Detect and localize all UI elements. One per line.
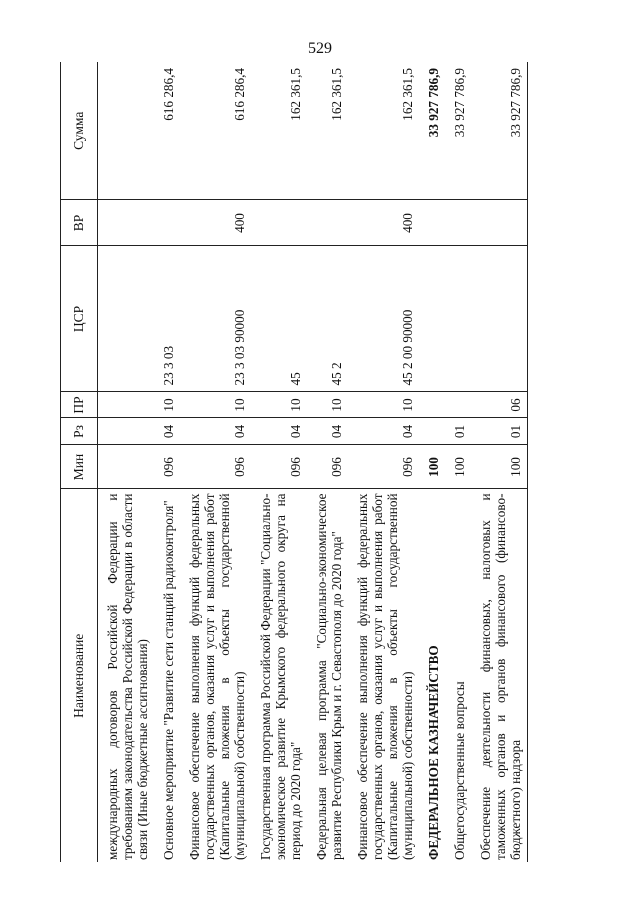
- row-sum: [98, 62, 155, 200]
- row-name: международных договоров Российской Федерации и требованиям законодательства Российской Федерации в области связи (Иные бюджетные ассигнования): [98, 489, 155, 862]
- table-row: [419, 62, 445, 862]
- header-pr: ПР: [61, 392, 98, 418]
- row-pr: 10: [154, 392, 180, 418]
- row-vr: [98, 200, 155, 246]
- row-rz: 01: [471, 418, 528, 445]
- row-name: Обеспечение деятельности финансовых, налоговых и таможенных органов и органов финансового (финансово-бюджетного) надзора: [471, 489, 528, 862]
- row-sum: 33 927 786,9: [419, 62, 445, 200]
- row-name: Общегосударственные вопросы: [445, 489, 471, 862]
- row-rz: 04: [180, 418, 251, 445]
- row-rz: [419, 418, 445, 445]
- row-pr: 10: [180, 392, 251, 418]
- table-row: [445, 62, 471, 862]
- header-rz: Рз: [61, 418, 98, 445]
- row-min: [98, 445, 155, 489]
- table-row: [307, 62, 348, 862]
- row-rz: 01: [445, 418, 471, 445]
- row-pr: 06: [471, 392, 528, 418]
- row-vr: 400: [180, 200, 251, 246]
- row-csr: 23 3 03: [154, 246, 180, 392]
- row-min: 100: [471, 445, 528, 489]
- row-name: Государственная программа Российской Федерации "Социально-экономическое развитие Крымского федерального округа на период до 2020 года": [251, 489, 307, 862]
- row-pr: [98, 392, 155, 418]
- row-csr: [98, 246, 155, 392]
- table-row: [471, 62, 528, 862]
- row-pr: [419, 392, 445, 418]
- budget-table: [60, 62, 528, 862]
- row-vr: 400: [348, 200, 419, 246]
- row-min: 096: [251, 445, 307, 489]
- table-row: [251, 62, 307, 862]
- row-min: 096: [180, 445, 251, 489]
- header-min: Мин: [61, 445, 98, 489]
- row-min: 100: [419, 445, 445, 489]
- row-pr: 10: [348, 392, 419, 418]
- row-csr: [419, 246, 445, 392]
- table-row: [180, 62, 251, 862]
- row-vr: [307, 200, 348, 246]
- budget-table-container: [60, 62, 620, 862]
- header-csr: ЦСР: [61, 246, 98, 392]
- row-name: ФЕДЕРАЛЬНОЕ КАЗНАЧЕЙСТВО: [419, 489, 445, 862]
- page-number: 529: [308, 40, 332, 57]
- row-rz: [98, 418, 155, 445]
- row-name: Финансовое обеспечение выполнения функций федеральных государственных органов, оказания услуг и выполнения работ (Капитальные вложения в объекты государственной (муниципальной) собственности): [348, 489, 419, 862]
- header-name: Наименование: [61, 489, 98, 862]
- row-csr: 45 2: [307, 246, 348, 392]
- row-pr: [445, 392, 471, 418]
- row-vr: [419, 200, 445, 246]
- header-vr: ВР: [61, 200, 98, 246]
- row-csr: 45 2 00 90000: [348, 246, 419, 392]
- row-min: 096: [154, 445, 180, 489]
- row-rz: 04: [154, 418, 180, 445]
- table-row: [154, 62, 180, 862]
- row-sum: 162 361,5: [307, 62, 348, 200]
- row-name: Федеральная целевая программа "Социально-экономическое развитие Республики Крым и г. Севастополя до 2020 года": [307, 489, 348, 862]
- row-csr: [445, 246, 471, 392]
- row-vr: [471, 200, 528, 246]
- row-sum: 616 286,4: [154, 62, 180, 200]
- row-sum: 616 286,4: [180, 62, 251, 200]
- row-csr: 45: [251, 246, 307, 392]
- row-name: Финансовое обеспечение выполнения функций федеральных государственных органов, оказания услуг и выполнения работ (Капитальные вложения в объекты государственной (муниципальной) собственности): [180, 489, 251, 862]
- table-header-row: [61, 62, 98, 862]
- header-sum: Сумма: [61, 62, 98, 200]
- table-row: [348, 62, 419, 862]
- row-min: 100: [445, 445, 471, 489]
- row-vr: [445, 200, 471, 246]
- row-sum: 33 927 786,9: [471, 62, 528, 200]
- row-pr: 10: [251, 392, 307, 418]
- row-pr: 10: [307, 392, 348, 418]
- rotated-page: [60, 62, 620, 862]
- row-sum: 162 361,5: [348, 62, 419, 200]
- row-sum: 33 927 786,9: [445, 62, 471, 200]
- table-row: [98, 62, 155, 862]
- row-csr: [471, 246, 528, 392]
- row-rz: 04: [251, 418, 307, 445]
- row-vr: [251, 200, 307, 246]
- row-rz: 04: [348, 418, 419, 445]
- row-name: Основное мероприятие "Развитие сети станций радиоконтроля": [154, 489, 180, 862]
- row-csr: 23 3 03 90000: [180, 246, 251, 392]
- row-vr: [154, 200, 180, 246]
- row-min: 096: [307, 445, 348, 489]
- row-rz: 04: [307, 418, 348, 445]
- row-min: 096: [348, 445, 419, 489]
- row-sum: 162 361,5: [251, 62, 307, 200]
